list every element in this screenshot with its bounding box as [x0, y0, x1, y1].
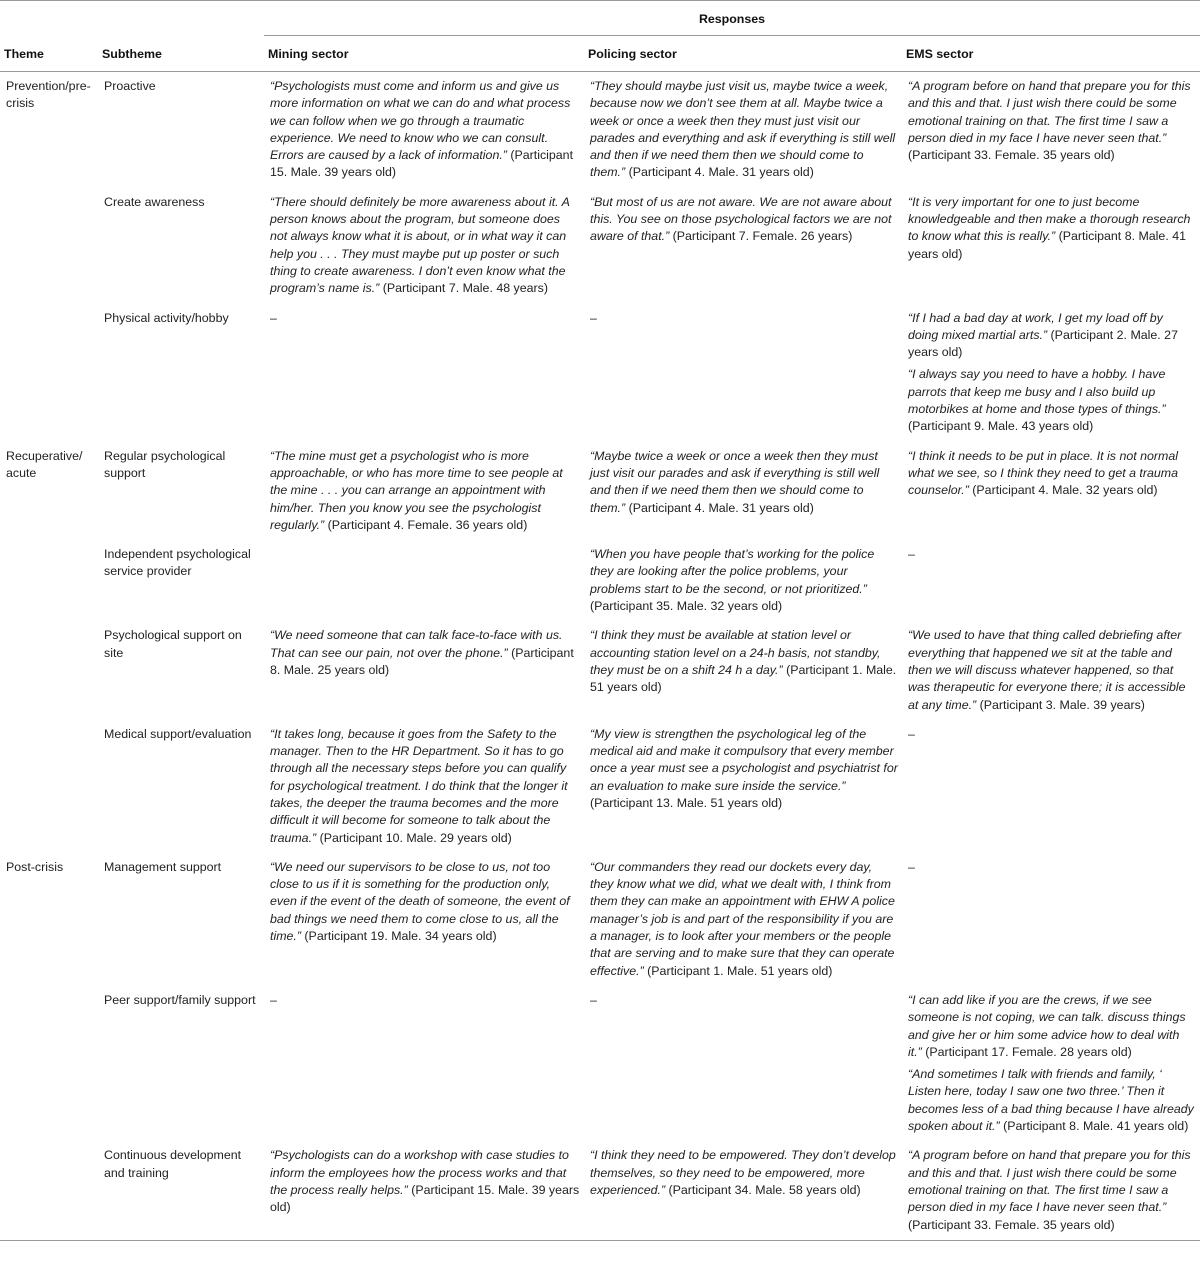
quote-text: “We used to have that thing called debriefing after everything that happened we sit at the table and then we will discuss whatever happened, so that was therapeutic for everyone there; it is accessible at any time.”: [908, 628, 1186, 712]
table-row: [0, 621, 1200, 719]
ems-response-cell: [902, 853, 1200, 986]
participant-citation: (Participant 15. Male. 39 years old): [270, 148, 574, 180]
header-theme: Theme: [0, 36, 98, 72]
response-quote-block: [270, 992, 580, 1009]
header-subtheme: Subtheme: [98, 36, 264, 72]
response-quote-block: [590, 78, 898, 182]
participant-citation: (Participant 4. Male. 32 years old): [968, 483, 1158, 498]
table-row: [0, 1141, 1200, 1240]
participant-citation: –: [270, 310, 277, 325]
policing-response-cell: [584, 304, 902, 442]
header-mining: Mining sector: [264, 36, 584, 72]
participant-citation: (Participant 34. Male. 58 years old): [665, 1182, 861, 1197]
theme-cell: [0, 720, 98, 853]
mining-response-cell: [264, 442, 584, 540]
table-row: [0, 720, 1200, 853]
participant-citation: (Participant 33. Female. 35 years old): [908, 148, 1115, 163]
response-quote-block: [590, 194, 898, 246]
table-row: [0, 304, 1200, 442]
quote-text: “They should maybe just visit us, maybe twice a week, because now we don’t see them at all. Maybe twice a week or once a week then they must just visit our parades and everything and ask if everything is still well and then if we need them then we should come to them.”: [590, 79, 896, 180]
participant-citation: (Participant 7. Female. 26 years): [669, 229, 853, 244]
participant-citation: –: [908, 547, 915, 562]
participant-citation: (Participant 3. Male. 39 years): [976, 697, 1145, 712]
participant-citation: (Participant 9. Male. 43 years old): [908, 419, 1094, 434]
participant-citation: (Participant 1. Male. 51 years old): [643, 963, 833, 978]
quote-text: “Psychologists can do a workshop with case studies to inform the employees how the process works and that the process really helps.”: [270, 1148, 569, 1197]
table-row: [0, 72, 1200, 188]
mining-response-cell: [264, 540, 584, 621]
ems-response-cell: [902, 720, 1200, 853]
responses-header: Responses: [264, 1, 1200, 36]
policing-response-cell: [584, 986, 902, 1141]
mining-response-cell: [264, 72, 584, 188]
header-spacer: [0, 1, 264, 36]
quote-text: “When you have people that’s working for the police they are looking after the police problems, your problems start to be the second, or not prioritized.”: [590, 547, 875, 596]
ems-response-cell: [902, 442, 1200, 540]
mining-response-cell: [264, 1141, 584, 1240]
ems-response-cell: [902, 72, 1200, 188]
response-quote-block: [908, 726, 1196, 743]
response-quote-block: [270, 78, 580, 182]
policing-response-cell: [584, 720, 902, 853]
quote-text: “A program before on hand that prepare you for this and this and that. I just wish there could be some emotional training on that. The first time I saw a person died in my face I have never seen that.”: [908, 1148, 1191, 1215]
table-row: [0, 188, 1200, 304]
policing-response-cell: [584, 853, 902, 986]
policing-response-cell: [584, 540, 902, 621]
response-quote-block: [908, 546, 1196, 563]
mining-response-cell: [264, 621, 584, 719]
participant-citation: (Participant 10. Male. 29 years old): [316, 830, 512, 845]
subtheme-cell: Regular psychological support: [104, 448, 226, 480]
subtheme-cell: Physical activity/hobby: [104, 310, 229, 325]
response-quote-block: [908, 194, 1196, 263]
subtheme-cell: Create awareness: [104, 194, 205, 209]
subtheme-cell: Independent psychological service provider: [104, 547, 251, 579]
response-quote-block: [270, 726, 580, 847]
theme-cell: Prevention/pre-crisis: [6, 79, 91, 111]
policing-response-cell: [584, 442, 902, 540]
response-quote-block: [908, 366, 1196, 435]
ems-response-cell: [902, 1141, 1200, 1240]
mining-response-cell: [264, 188, 584, 304]
header-policing: Policing sector: [584, 36, 902, 72]
theme-cell: [0, 986, 98, 1141]
policing-response-cell: [584, 188, 902, 304]
policing-response-cell: [584, 72, 902, 188]
participant-citation: (Participant 4. Male. 31 years old): [625, 165, 814, 180]
participant-citation: (Participant 8. Male. 41 years old): [999, 1119, 1189, 1134]
mining-response-cell: [264, 986, 584, 1141]
participant-citation: (Participant 2. Male. 27 years old): [908, 327, 1178, 360]
response-quote-block: [270, 1147, 580, 1216]
participant-citation: (Participant 15. Male. 39 years old): [270, 1182, 580, 1215]
quote-text: “The mine must get a psychologist who is more approachable, or who has more time to see people at the mine . . . you can arrange an appointment with him/her. Then you know you see the psychologist regularly.”: [270, 448, 563, 532]
quote-text: “Maybe twice a week or once a week then they must just visit our parades and ask if everything is still well and then if we need them then we should come to them.”: [590, 448, 880, 515]
header-ems: EMS sector: [902, 36, 1200, 72]
theme-cell: [0, 188, 98, 304]
response-quote-block: [908, 448, 1196, 500]
response-quote-block: [270, 859, 580, 945]
ems-response-cell: [902, 540, 1200, 621]
participant-citation: –: [590, 310, 597, 325]
participant-citation: (Participant 4. Male. 31 years old): [625, 500, 814, 515]
quote-text: “There should definitely be more awareness about it. A person knows about the program, but someone does not always know what it is about, or in what way it can help you . . . They must maybe put up poster or such thing to create awareness. I don’t even know what the program’s name is.”: [270, 194, 570, 296]
quote-text: “A program before on hand that prepare you for this and this and that. I just wish there could be some emotional training on that. The first time I saw a person died in my face I have never seen that.”: [908, 79, 1191, 145]
quote-text: “We need our supervisors to be close to us, not too close to us if it is something for the production only, even if the event of the death of someone, the event of bad things we need them to come close to us, all the time.”: [270, 859, 570, 944]
subtheme-cell: Psychological support on site: [104, 628, 242, 660]
mining-response-cell: [264, 853, 584, 986]
participant-citation: (Participant 13. Male. 51 years old): [590, 795, 783, 810]
mining-response-cell: [264, 720, 584, 853]
response-quote-block: [590, 726, 898, 812]
response-quote-block: [270, 627, 580, 679]
participant-citation: (Participant 35. Male. 32 years old): [590, 599, 783, 614]
mining-response-cell: [264, 304, 584, 442]
participant-citation: (Participant 7. Male. 48 years): [379, 281, 548, 296]
quote-text: “But most of us are not aware. We are not aware about this. You see on those psychological factors we are not aware of that.”: [590, 194, 892, 244]
participant-citation: –: [270, 992, 277, 1007]
response-quote-block: [908, 627, 1196, 713]
table-row: [0, 986, 1200, 1141]
subtheme-cell: Medical support/evaluation: [104, 726, 252, 741]
quote-text: “I think they must be available at station level or accounting station level on a 24-h basis, not standby, they must be on a shift 24 h a day.”: [590, 628, 881, 677]
theme-cell: Post-crisis: [6, 859, 64, 874]
theme-cell: [0, 621, 98, 719]
quote-text: “Psychologists must come and inform us and give us more information on what we can do and what process we can follow when we go through a traumatic experience. We need to know who we can consult. Errors are caused by a lack of information.”: [270, 79, 571, 163]
response-quote-block: [270, 310, 580, 327]
ems-response-cell: [902, 304, 1200, 442]
response-quote-block: [908, 859, 1196, 876]
quote-text: “I always say you need to have a hobby. I have parrots that keep me busy and I also build up motorbikes at home and those types of things.”: [908, 367, 1166, 417]
ems-response-cell: [902, 188, 1200, 304]
theme-cell: Recuperative/ acute: [6, 448, 83, 480]
response-quote-block: [590, 310, 898, 327]
participant-citation: (Participant 4. Female. 36 years old): [324, 517, 528, 532]
response-quote-block: [908, 1147, 1196, 1233]
participant-citation: (Participant 17. Female. 28 years old): [921, 1044, 1132, 1059]
quote-text: “I think it needs to be put in place. It is not normal what we see, so I think they need to get a trauma counselor.”: [908, 448, 1178, 498]
response-quote-block: [908, 992, 1196, 1061]
response-quote-block: [590, 859, 898, 980]
quote-text: “Our commanders they read our dockets every day, they know what we did, what we dealt with, I think from them they can make an appointment with EHW A police manager’s job is and part of the responsibility if you are a manager, is to look after your members or the people that are serving and to make sure that they can operate effective.”: [590, 859, 895, 978]
response-quote-block: [590, 627, 898, 696]
response-quote-block: [590, 992, 898, 1009]
participant-citation: (Participant 1. Male. 51 years old): [590, 662, 897, 695]
participant-citation: –: [590, 992, 597, 1007]
quote-text: “It is very important for one to just become knowledgeable and then make a thorough research to know what this is really.”: [908, 194, 1191, 244]
quote-text: “I can add like if you are the crews, if we see someone is not coping, we can talk. discuss things and give her or him some advice how to deal with it.”: [908, 992, 1186, 1059]
participant-citation: (Participant 8. Male. 41 years old): [908, 229, 1186, 261]
subtheme-cell: Continuous development and training: [98, 1141, 264, 1240]
table-row: [0, 540, 1200, 621]
subtheme-cell: Peer support/family support: [104, 992, 256, 1007]
ems-response-cell: [902, 621, 1200, 719]
theme-cell: [0, 540, 98, 621]
table-row: [0, 853, 1200, 986]
policing-response-cell: [584, 1141, 902, 1240]
response-quote-block: [590, 448, 898, 517]
table-row: [0, 442, 1200, 540]
table-body: [0, 72, 1200, 1241]
participant-citation: –: [908, 726, 915, 741]
participant-citation: (Participant 19. Male. 34 years old): [300, 929, 497, 944]
ems-response-cell: [902, 986, 1200, 1141]
theme-cell: [0, 1141, 98, 1240]
response-quote-block: [590, 1147, 898, 1199]
subtheme-cell: Management support: [104, 859, 222, 874]
response-quote-block: [590, 546, 898, 615]
theme-cell: [0, 304, 98, 442]
participant-citation: (Participant 8. Male. 25 years old): [270, 645, 574, 677]
participant-citation: (Participant 33. Female. 35 years old): [908, 1217, 1115, 1232]
quote-text: “My view is strengthen the psychological leg of the medical aid and make it compulsory that every member once a year must see a psychologist and psychiatrist for an evaluation to make sure inside the service.”: [590, 726, 898, 793]
response-quote-block: [908, 310, 1196, 362]
policing-response-cell: [584, 621, 902, 719]
quote-text: “And sometimes I talk with friends and family, ‘ Listen here, today I saw one two three.’ Then it becomes less of a bad thing because I have already spoken about it.”: [908, 1067, 1194, 1134]
response-quote-block: [270, 448, 580, 534]
quote-text: “If I had a bad day at work, I get my load off by doing mixed martial arts.”: [908, 310, 1163, 342]
response-quote-block: [908, 78, 1196, 164]
participant-citation: –: [908, 859, 915, 874]
response-quote-block: [908, 1066, 1196, 1135]
quote-text: “I think they need to be empowered. They don’t develop themselves, so they need to be empowered, more experienced.”: [590, 1148, 896, 1197]
quote-text: “We need someone that can talk face-to-face with us. That can see our pain, not over the phone.”: [270, 628, 563, 660]
subtheme-cell: Proactive: [104, 79, 156, 93]
response-quote-block: [270, 194, 580, 298]
quote-text: “It takes long, because it goes from the Safety to the manager. Then to the HR Department. So it has to go through all the necessary steps before you can qualify for psychological treatment. I do think that the longer it takes, the deeper the trauma becomes and the more difficult it will become for someone to talk about the trauma.”: [270, 726, 568, 845]
